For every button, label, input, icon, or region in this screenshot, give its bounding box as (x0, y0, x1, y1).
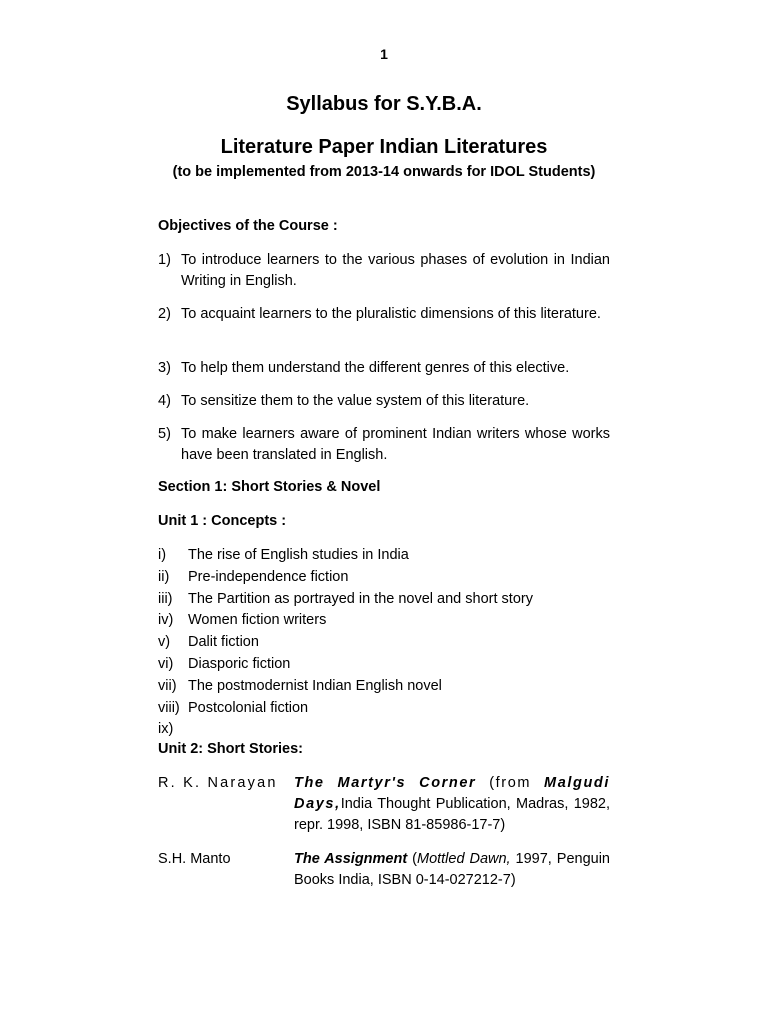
objective-number: 4) (158, 393, 171, 409)
objective-number: 1) (158, 252, 171, 268)
concept-text: The postmodernist Indian English novel (188, 677, 442, 694)
objective-number: 3) (158, 360, 171, 376)
objective-item (158, 358, 610, 379)
objectives-heading: Objectives of the Course : (158, 218, 338, 234)
concept-numeral: vi) (158, 655, 174, 672)
concept-text: Women fiction writers (188, 612, 327, 629)
concept-text: Dalit fiction (188, 634, 259, 651)
story-entry (158, 849, 610, 891)
concept-numeral: ii) (158, 568, 170, 585)
story-source-open: ( (407, 851, 417, 867)
unit-2-heading: Unit 2: Short Stories: (158, 741, 304, 757)
story-title: The Assignment (294, 851, 408, 867)
story-details (294, 849, 610, 891)
concept-text: Diasporic fiction (188, 655, 291, 672)
concept-text: Pre-independence fiction (188, 568, 349, 585)
section-1-heading: Section 1: Short Stories & Novel (158, 479, 381, 495)
objective-item (158, 304, 610, 325)
objective-text: To acquaint learners to the pluralistic dimensions of this literature. (181, 306, 601, 322)
story-title: The Martyr's Corner (294, 775, 477, 791)
concept-numeral: iv) (158, 612, 174, 629)
story-author: S.H. Manto (158, 851, 231, 867)
objective-item (158, 424, 610, 466)
concept-numeral: v) (158, 634, 171, 651)
page-number: 1 (380, 46, 388, 62)
objective-text: To introduce learners to the various phases of evolution in Indian Writing in English. (181, 252, 610, 289)
concept-numeral: ix) (158, 721, 174, 738)
story-source-open: (from (476, 775, 545, 791)
concept-numeral: iii) (158, 590, 173, 607)
objective-item (158, 391, 610, 412)
concept-numeral: vii) (158, 677, 177, 694)
objective-text: To make learners aware of prominent Indian writers whose works have been translated in English. (181, 426, 610, 463)
concept-numeral: viii) (158, 699, 180, 716)
objective-number: 5) (158, 426, 171, 442)
story-entry (158, 773, 610, 836)
concept-text: The rise of English studies in India (188, 547, 409, 563)
story-source: Mottled Dawn, (416, 851, 511, 867)
concept-numeral: i) (158, 547, 167, 563)
objective-item (158, 250, 610, 292)
objective-number: 2) (158, 306, 171, 322)
document-subtitle: Literature Paper Indian Literatures (220, 136, 548, 158)
objective-text: To help them understand the different genres of this elective. (181, 360, 570, 376)
story-publisher: India Thought Publication, Madras, 1982, repr. 1998, ISBN 81-85986-17-7) (294, 796, 610, 833)
story-author: R. K. Narayan (158, 775, 278, 791)
concept-text: Postcolonial fiction (188, 699, 309, 716)
story-publisher: 1997, Penguin Books India, ISBN 0-14-027212-7) (294, 851, 611, 888)
concept-text: The Partition as portrayed in the novel and short story (188, 590, 533, 607)
implementation-note: (to be implemented from 2013-14 onwards for IDOL Students) (172, 164, 596, 180)
story-source: Malgudi Days, (294, 775, 610, 812)
objective-text: To sensitize them to the value system of this literature. (181, 393, 530, 409)
story-details (294, 773, 610, 836)
document-title: Syllabus for S.Y.B.A. (286, 93, 482, 115)
unit-1-heading: Unit 1 : Concepts : (158, 513, 287, 529)
